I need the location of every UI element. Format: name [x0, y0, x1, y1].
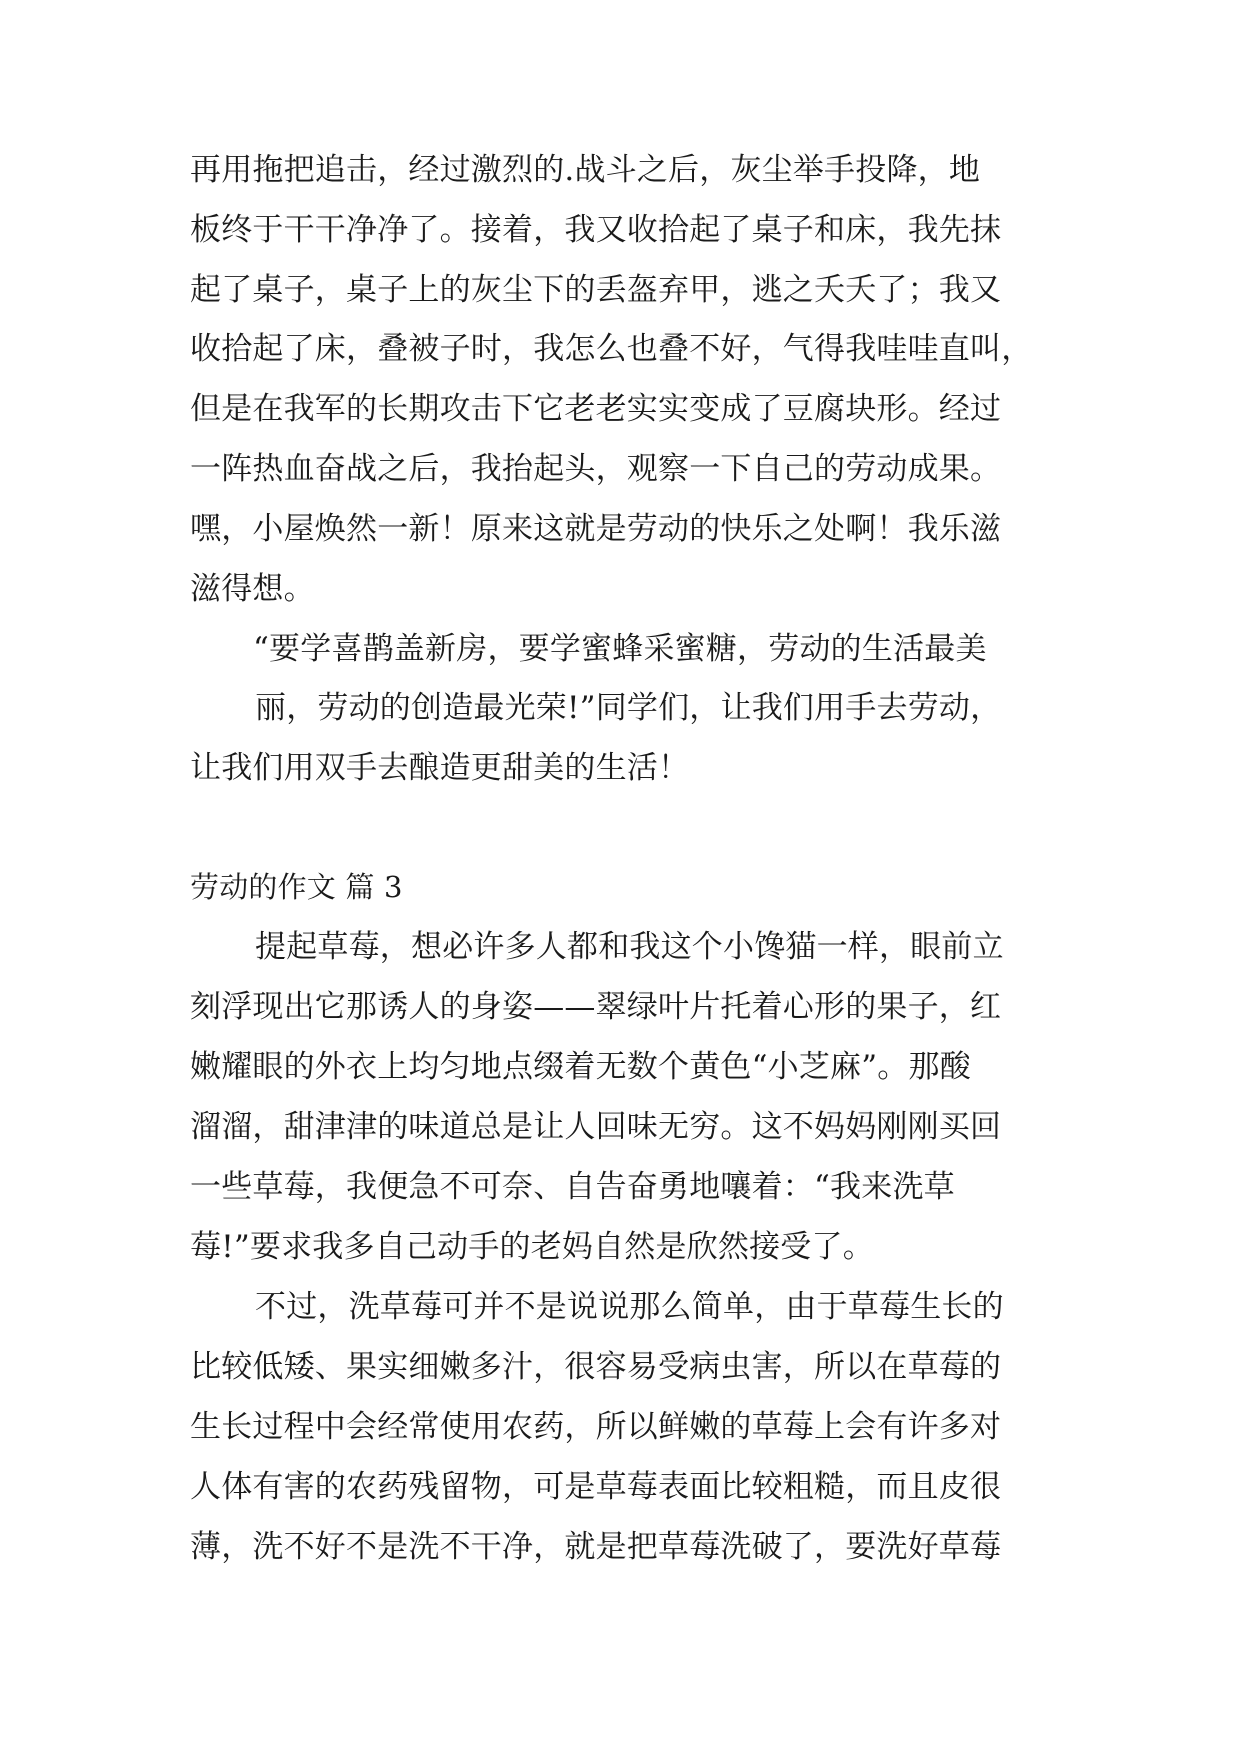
text-line: 薄，洗不好不是洗不干净，就是把草莓洗破了，要洗好草莓 — [190, 1529, 1002, 1565]
text-line: 刻浮现出它那诱人的身姿——翠绿叶片托着心形的果子，红 — [190, 989, 1002, 1025]
text-line: “要学喜鹊盖新房，要学蜜蜂采蜜糖，劳动的生活最美 — [253, 631, 987, 667]
text-line: 提起草莓，想必许多人都和我这个小馋猫一样，眼前立 — [255, 929, 1004, 965]
text-line: 一些草莓，我便急不可奈、自告奋勇地嚷着：“我来洗草 — [190, 1169, 955, 1205]
text-line: 板终于干干净净了。接着，我又收拾起了桌子和床，我先抹 — [190, 212, 1002, 248]
text-line: 比较低矮、果实细嫩多汁，很容易受病虫害，所以在草莓的 — [190, 1349, 1002, 1385]
text-line: 生长过程中会经常使用农药，所以鲜嫩的草莓上会有许多对 — [190, 1409, 1002, 1445]
text-line: 让我们用双手去酿造更甜美的生活！ — [190, 750, 690, 786]
text-line: 丽，劳动的创造最光荣!”同学们，让我们用手去劳动， — [255, 690, 1002, 726]
text-line: 嘿，小屋焕然一新！原来这就是劳动的快乐之处啊！我乐滋 — [190, 511, 1002, 547]
text-line: 收拾起了床，叠被子时，我怎么也叠不好，气得我哇哇直叫， — [190, 331, 1033, 367]
text-line: 一阵热血奋战之后，我抬起头，观察一下自己的劳动成果。 — [190, 451, 1002, 487]
text-line: 人体有害的农药残留物，可是草莓表面比较粗糙，而且皮很 — [190, 1469, 1002, 1505]
text-line: 再用拖把追击，经过激烈的.战斗之后，灰尘举手投降，地 — [190, 152, 981, 188]
section-heading: 劳动的作文 篇 3 — [190, 870, 403, 904]
text-line: 滋得想。 — [190, 571, 315, 607]
text-line: 不过，洗草莓可并不是说说那么简单，由于草莓生长的 — [255, 1289, 1004, 1325]
text-line: 嫩耀眼的外衣上均匀地点缀着无数个黄色“小芝麻”。那酸 — [190, 1049, 971, 1085]
text-line: 莓!”要求我多自己动手的老妈自然是欣然接受了。 — [190, 1229, 874, 1265]
text-line: 起了桌子，桌子上的灰尘下的丢盔弃甲，逃之夭夭了；我又 — [190, 272, 1002, 308]
text-line: 但是在我军的长期攻击下它老老实实变成了豆腐块形。经过 — [190, 391, 1002, 427]
text-line: 溜溜，甜津津的味道总是让人回味无穷。这不妈妈刚刚买回 — [190, 1109, 1002, 1145]
